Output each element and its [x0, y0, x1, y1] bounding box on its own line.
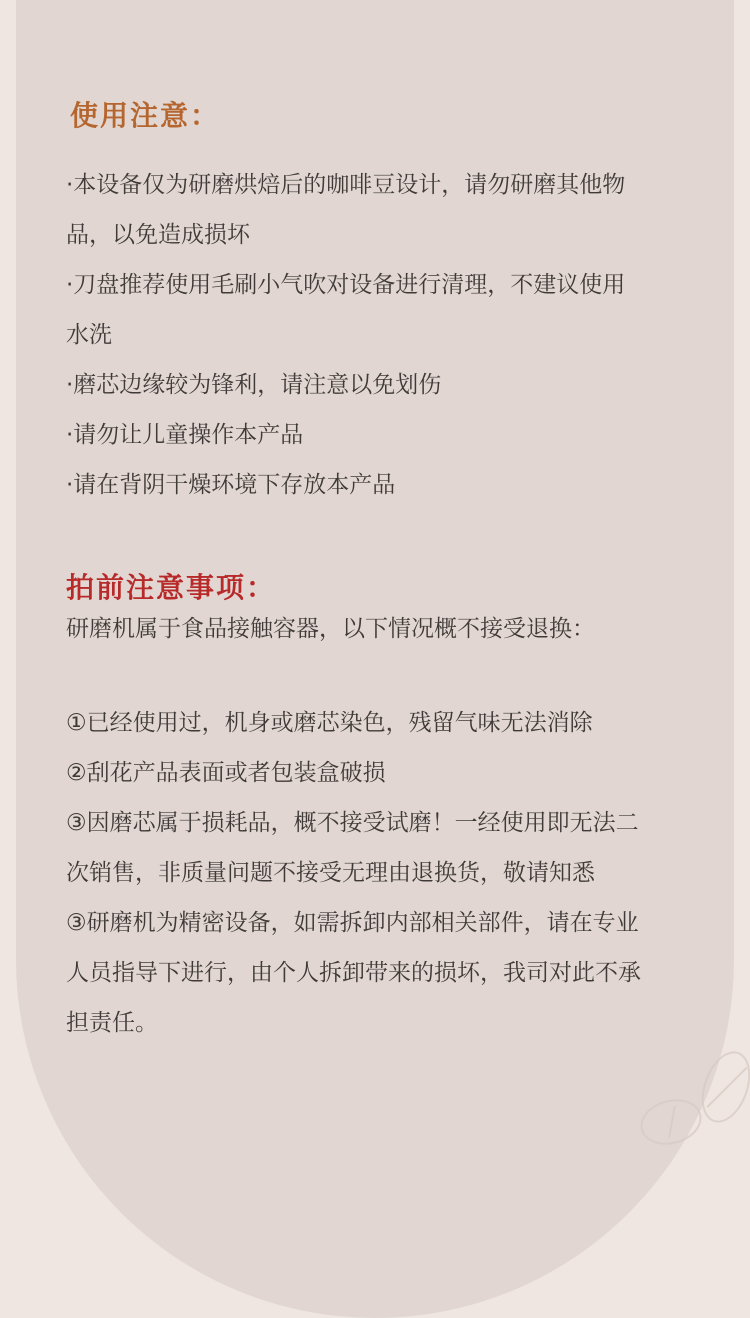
pre-purchase-line: ①已经使用过，机身或磨芯染色，残留气味无法消除	[66, 710, 593, 736]
pre-purchase-list	[66, 698, 696, 1048]
usage-notes-heading: 使用注意：	[70, 99, 221, 132]
usage-note-line: 水洗	[66, 322, 112, 348]
usage-note-line: 品，以免造成损坏	[66, 222, 250, 248]
pre-purchase-line: ③因磨芯属于损耗品，概不接受试磨！一经使用即无法二	[66, 810, 639, 836]
usage-note-line: ·刀盘推荐使用毛刷小气吹对设备进行清理，不建议使用	[66, 272, 626, 298]
pre-purchase-line: 次销售，非质量问题不接受无理由退换货，敬请知悉	[66, 860, 595, 886]
usage-note-line: ·请在背阴干燥环境下存放本产品	[66, 472, 396, 498]
pre-purchase-intro	[66, 604, 696, 654]
usage-note-line: ·本设备仅为研磨烘焙后的咖啡豆设计，请勿研磨其他物	[66, 172, 626, 198]
pre-purchase-line: 人员指导下进行，由个人拆卸带来的损坏，我司对此不承	[66, 960, 641, 986]
pre-purchase-line: 担责任。	[66, 1010, 158, 1036]
pre-purchase-line: ③研磨机为精密设备，如需拆卸内部相关部件，请在专业	[66, 910, 639, 936]
usage-note-line: ·请勿让儿童操作本产品	[66, 422, 304, 448]
usage-notes-list	[66, 160, 696, 510]
pre-purchase-heading: 拍前注意事项：	[66, 571, 277, 604]
pre-purchase-line: ②刮花产品表面或者包装盒破损	[66, 760, 386, 786]
pre-purchase-intro-text: 研磨机属于食品接触容器，以下情况概不接受退换：	[66, 616, 595, 642]
usage-note-line: ·磨芯边缘较为锋利，请注意以免划伤	[66, 372, 442, 398]
